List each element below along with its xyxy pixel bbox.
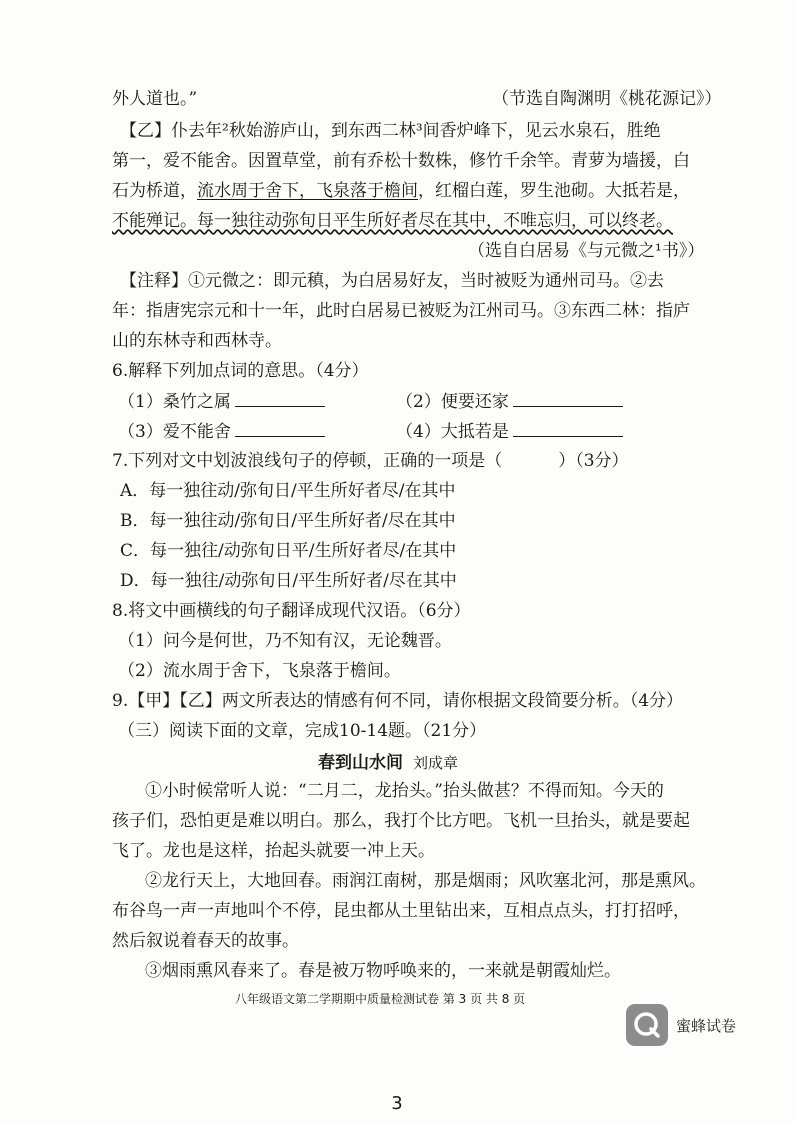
paragraph-1-line-2: 孩子们，恐怕更是难以明白。那么，我打个比方吧。飞机一旦抬头，就是要起 (112, 811, 690, 831)
question-6-item-3: （3）爱不能舍 (118, 418, 325, 445)
question-7-option-c: C．每一独往/动弥旬日平/生所好者尽/在其中 (120, 541, 457, 561)
question-7-option-b: B．每一独往动/弥旬日/平生所好者/尽在其中 (120, 511, 456, 531)
excerpt-b-line-3-post: ，红榴白莲，罗生池砌。大抵若是， (418, 181, 690, 201)
question-8-stem: 8.将文中画横线的句子翻译成现代汉语。（6分） (112, 601, 471, 621)
notes-line-3: 山的东林寺和西林寺。 (112, 331, 282, 351)
question-8-item-2: （2）流水周于舍下，飞泉落于檐间。 (118, 661, 401, 681)
excerpt-b-line-1: 【乙】仆去年²秋始游庐山，到东西二林³间香炉峰下，见云水泉石，胜绝 (120, 121, 661, 141)
page-footer: 八年级语文第二学期期中质量检测试卷 第 3 页 共 8 页 (235, 992, 526, 1006)
question-7-option-a: A．每一独往动/弥旬日/平生所好者尽/在其中 (120, 481, 456, 501)
watermark-logo (626, 1004, 736, 1046)
question-6-item-4: （4）大抵若是 (396, 418, 623, 445)
paragraph-1-line-1: ①小时候常听人说：“二月二，龙抬头。”抬头做甚？不得而知。今天的 (145, 781, 664, 801)
watermark-text: 蜜蜂试卷 (676, 1016, 737, 1035)
excerpt-b-source: （选自白居易《与元微之¹书》） (468, 241, 705, 261)
question-6-item-2: （2）便要还家 (396, 388, 623, 415)
paragraph-2-line-3: 然后叙说着春天的故事。 (112, 931, 299, 951)
excerpt-a-source: （节选自陶渊明《桃花源记》） (492, 89, 722, 109)
article-title: 春到山水间 刘成章 (318, 753, 459, 773)
question-7-stem: 7.下列对文中划波浪线句子的停顿，正确的一项是（ ）（3分） (112, 451, 629, 471)
answer-blank[interactable] (235, 418, 325, 437)
paragraph-3-line-1: ③烟雨熏风春来了。春是被万物呼唤来的，一来就是朝霞灿烂。 (145, 961, 621, 981)
q-logo-icon (626, 1004, 668, 1046)
paragraph-1-line-3: 飞了。龙也是这样，抬起头就要一冲上天。 (112, 841, 435, 861)
question-7-option-d: D．每一独往/动弥旬日/平生所好者/尽在其中 (120, 571, 457, 591)
excerpt-b-underlined-sentence: 流水周于舍下，飞泉落于檐间 (197, 181, 418, 201)
excerpt-a-end-line: 外人道也。” (112, 89, 198, 109)
article-author: 刘成章 (413, 754, 459, 772)
excerpt-b-line-2: 第一，爱不能舍。因置草堂，前有乔松十数株，修竹千余竿。青萝为墙援，白 (112, 151, 690, 171)
question-8-item-1: （1）问今是何世，乃不知有汉，无论魏晋。 (118, 631, 452, 651)
question-6-item-1: （1）桑竹之属 (118, 388, 325, 415)
paragraph-2-line-2: 布谷鸟一声一声地叫个不停，昆虫都从土里钻出来，互相点点头，打打招呼， (112, 901, 690, 921)
question-9-stem: 9.【甲】【乙】两文所表达的情感有何不同，请你根据文段简要分析。（4分） (112, 691, 684, 711)
answer-blank[interactable] (235, 388, 325, 407)
excerpt-b-line-4: 不能殚记。每一独往动弥旬日平生所好者尽在其中，不唯忘归，可以终老。 (112, 211, 673, 231)
paragraph-2-line-1: ②龙行天上，大地回春。雨润江南树，那是烟雨；风吹塞北河，那是熏风。 (145, 871, 706, 891)
page-number: 3 (391, 1093, 403, 1114)
answer-blank[interactable] (513, 388, 623, 407)
question-6-stem: 6.解释下列加点词的意思。（4分） (112, 361, 369, 381)
notes-line-1: 【注释】①元微之：即元稹，为白居易好友，当时被贬为通州司马。②去 (120, 271, 664, 291)
excerpt-b-line-3 (112, 178, 690, 204)
notes-line-2: 年：指唐宪宗元和十一年，此时白居易已被贬为江州司马。③东西二林：指庐 (112, 301, 690, 321)
answer-blank[interactable] (513, 418, 623, 437)
section-3-heading: （三）阅读下面的文章，完成10-14题。（21分） (118, 721, 487, 741)
excerpt-b-line-3-pre: 石为桥道， (112, 181, 197, 201)
